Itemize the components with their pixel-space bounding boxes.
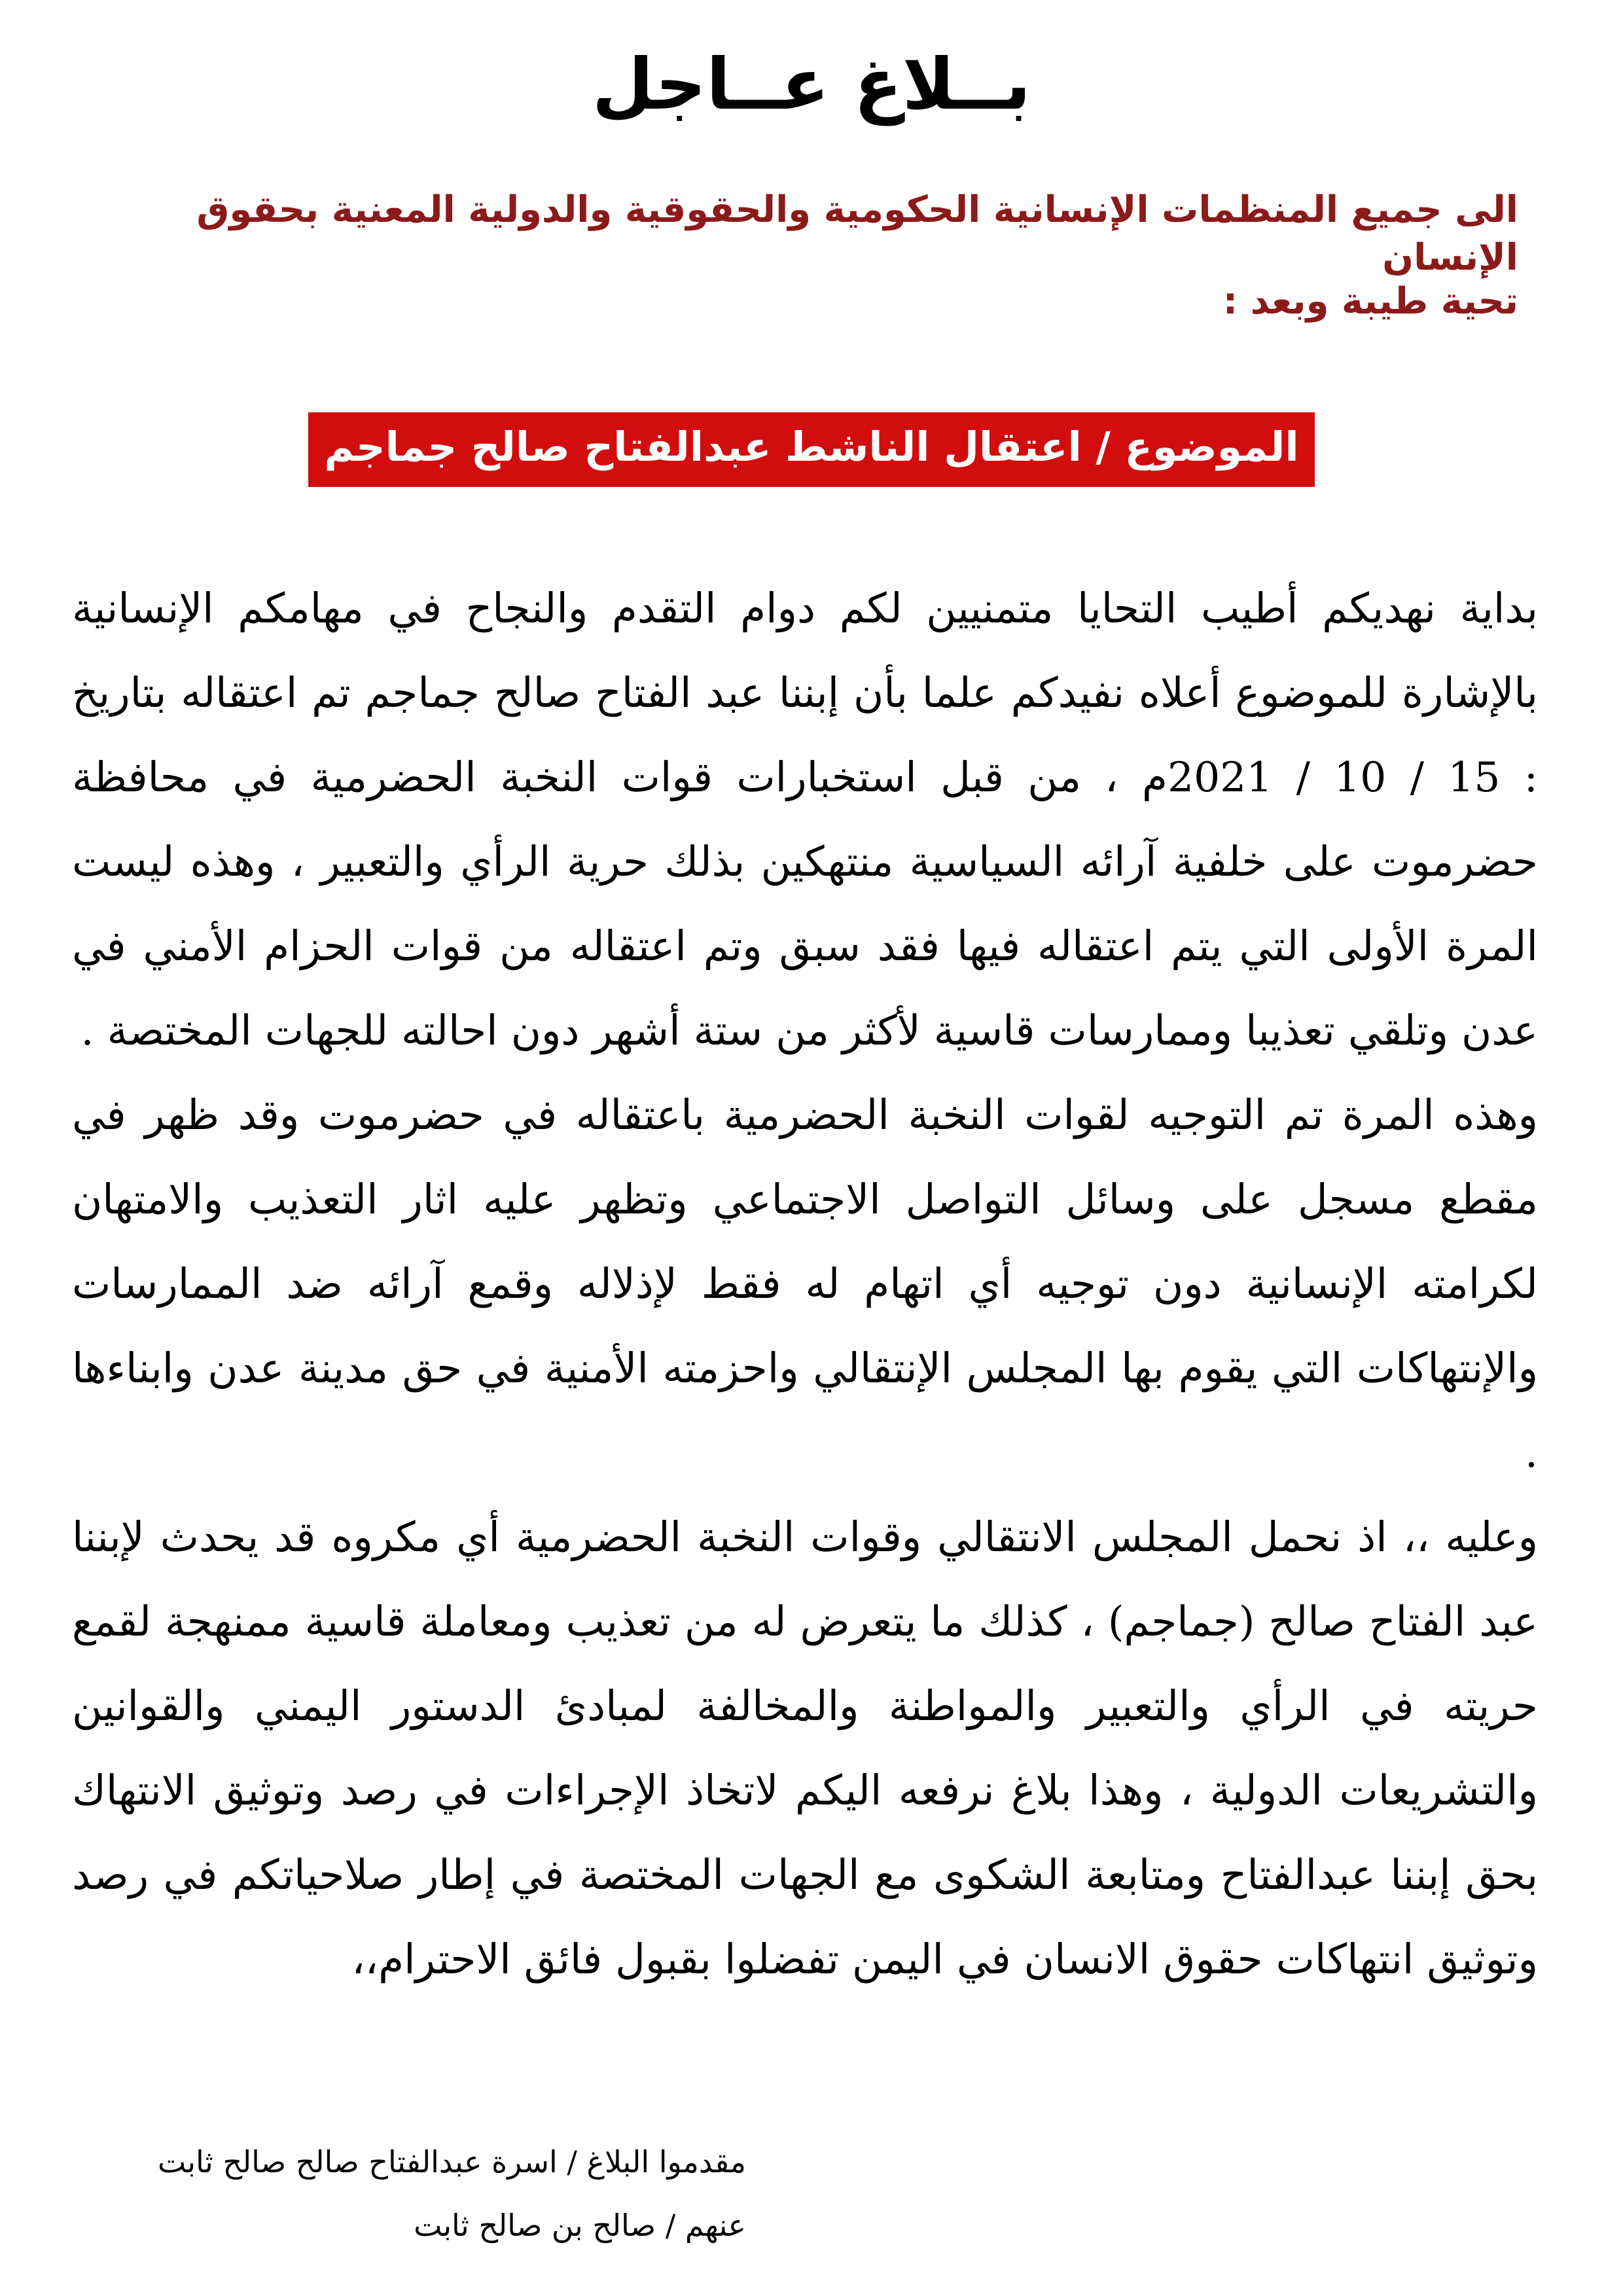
subject-container [0, 412, 1623, 487]
recipients-line: الى جميع المنظمات الإنسانية الحكومية والحقوقية والدولية المعنية بحقوق الإنسان [196, 188, 1518, 279]
signature-line-senders: مقدموا البلاغ / اسرة عبدالفتاح صالح صالح ثابت [158, 2144, 746, 2179]
body-paragraph: وعليه ،، اذ نحمل المجلس الانتقالي وقوات النخبة الحضرمية أي مكروه قد يحدث لإبننا عبد الفتاح صالح (جماجم) ، كذلك ما يتعرض له من تعذيب ومعاملة قاسية ممنهجة لقمع حريته في الرأي والتعبير والمواطنة والمخالفة لمبادئ الدستور اليمني والقوانين والتشريعات الدولية ، وهذا بلاغ نرفعه اليكم لاتخاذ الإجراءات في رصد وتوثيق الانتهاك بحق إبننا عبدالفتاح ومتابعة الشكوى مع الجهات المختصة في إطار صلاحياتكم في رصد وتوثيق انتهاكات حقوق الانسان في اليمن تفضلوا بقبول فائق الاحترام،، [72, 1513, 1538, 1983]
page-title: بــلاغ عــاجل [592, 44, 1031, 126]
signature-line-representative: عنهم / صالح بن صالح ثابت [414, 2208, 746, 2243]
body-paragraph: بداية نهديكم أطيب التحايا متمنيين لكم دوام التقدم والنجاح في مهامكم الإنسانية بالإشارة للموضوع أعلاه نفيدكم علما بأن إبننا عبد الفتاح صالح جماجم تم اعتقاله بتاريخ : 15 / 10 / 2021م ، من قبل استخبارات قوات النخبة الحضرمية في محافظة حضرموت على خلفية آرائه السياسية منتهكين بذلك حرية الرأي والتعبير ، وهذه ليست المرة الأولى التي يتم اعتقاله فيها فقد سبق وتم اعتقاله من قوات الحزام الأمني في عدن وتلقي تعذيبا وممارسات قاسية لأكثر من ستة أشهر دون احالته للجهات المختصة . [72, 584, 1539, 1054]
body-paragraph: وهذه المرة تم التوجيه لقوات النخبة الحضرمية باعتقاله في حضرموت وقد ظهر في مقطع مسجل على وسائل التواصل الاجتماعي وتظهر عليه اثار التعذيب والامتهان لكرامته الإنسانية دون توجيه أي اتهام له فقط لإذلاله وقمع آرائه ضد الممارسات والإنتهاكات التي يقوم بها المجلس الإنتقالي واحزمته الأمنية في حق مدينة عدن وابناءها . [72, 1091, 1538, 1477]
signature-block [26, 2130, 746, 2257]
subject-banner: الموضوع / اعتقال الناشط عبدالفتاح صالح جماجم [308, 412, 1314, 487]
letter-body [72, 566, 1538, 2001]
greeting-line: تحية طيبة وبعد : [1222, 280, 1518, 323]
